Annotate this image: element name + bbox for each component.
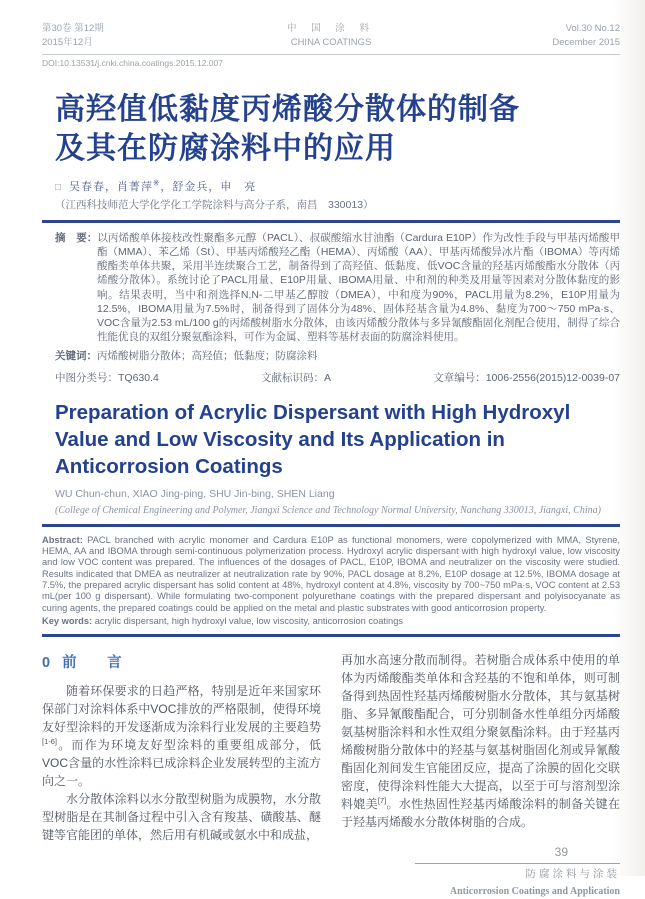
section-number: 0	[42, 654, 51, 671]
body-paragraph-3	[341, 651, 620, 831]
article-id: 文章编号：1006-2556(2015)12-0039-07	[433, 372, 620, 385]
divider-rule-middle	[42, 524, 620, 527]
citation-ref-7: [7]	[377, 795, 387, 805]
classification-row	[55, 370, 620, 385]
abstract-en-text: PACL branched with acrylic monomer and Cardura E10P as functional monomers, were copolymerized with MMA, Styrene, HEMA, AA and IBOMA through semi-continuous polymerization process. Hydroxyl acrylic dispersant with high hydroxyl value, low viscosity and low VOC content was prepared. The influences of the dosages of PACL, E10P, IBOMA and neutralizer on the viscosity were studied. Results indicated that DMEA as neutralizer at neutralization rate by 90%, PACL dosage at 8.2%, E10P dosage at 12.5%, IBOMA dosage at 7.5%, the prepared acrylic dispersant has solid content at 48%, hydroxyl content at 4.8%, viscosity by 700~750 mPa·s, VOC content at 2.53 mL(per 100 g dispersant). While formulating two-component polyurethane coatings with the prepared dispersant and polyisocyanate as curing agents, the prepared coatings could be applied on the metal and plastic substrates with good anticorrosion property.	[42, 534, 620, 613]
body-column-left	[42, 651, 321, 899]
footer-journal-en: Anticorrosion Coatings and Application	[449, 886, 620, 898]
volume-issue-cn: 第30卷 第12期	[42, 23, 104, 34]
date-cn: 2015年12月	[42, 36, 93, 48]
journal-name-cn: 中 国 涂 料	[287, 23, 375, 34]
article-title-en: Preparation of Acrylic Dispersant with High Hydroxyl Value and Low Viscosity and Its Application in Anticorrosion Coatings	[55, 401, 571, 479]
authors-cn	[55, 178, 620, 194]
author-marker-icon: □	[55, 182, 63, 194]
keywords-en	[42, 616, 620, 626]
body-paragraph-2: 水分散体涂料以水分散型树脂为成膜物，水分散型树脂是在其制备过程中引入含有羧基、磺酸基、醚键等官能团的单体，然后用有机碱或氨水中和成盐，	[42, 792, 321, 843]
paragraph-1-text-rest: 。而作为环境友好型涂料的重要组成部分，低VOC含量的水性涂料已成涂料企业发展转型的主流方向之一。	[42, 738, 321, 789]
title-cn-line2: 及其在防腐涂料中的应用	[55, 132, 396, 166]
keywords-en-label: Key words:	[42, 616, 93, 627]
title-cn-line1: 高羟值低黏度丙烯酸分散体的制备	[55, 92, 520, 126]
affiliation-en: (College of Chemical Engineering and Polymer, Jiangxi Science and Technology Normal University, Nanchang 330013, Jiangxi, China)	[55, 505, 601, 517]
paragraph-3-text: 再加水高速分散而制得。若树脂合成体系中使用的单体为丙烯酸酯类单体和含羟基的不饱和单体，则可制备得到热固性羟基丙烯酸树脂水分散体，其与氨基树脂、多异氰酸酯配合，可分别制备水性单组分丙烯酸氨基树脂涂料和水性双组分聚氨酯涂料。由于羟基丙烯酸树脂分散体中的羟基与氨基树脂固化剂或异氰酸酯固化剂间发生官能团反应，提高了涂膜的固化交联密度，使得涂料性能大大提高，以至于可与溶剂型涂料媲美	[341, 652, 620, 811]
body-column-right	[341, 651, 620, 899]
paragraph-1-text: 随着环保要求的日趋严格，特别是近年来国家环保部门对涂料体系中VOC排放的严格限制，使得环境友好型涂料的开发逐渐成为涂料行业发展的主要趋势	[42, 684, 321, 735]
divider-rule-top	[42, 220, 620, 223]
header-right	[447, 22, 620, 50]
clc-number: 中图分类号：TQ630.4	[55, 372, 159, 385]
authors-cn-names: 吴春春，肖菁萍	[69, 181, 154, 194]
page-footer	[341, 843, 620, 899]
footer-rule	[415, 863, 620, 864]
section-heading-0	[42, 653, 321, 675]
section-title: 前 言	[62, 654, 130, 671]
affiliation-cn: （江西科技师范大学化学化工学院涂料与高分子系，南昌 330013）	[55, 199, 374, 212]
keywords-en-text: acrylic dispersant, high hydroxyl value, low viscosity, anticorrosion coatings	[92, 616, 404, 627]
doi-line: DOI:10.13531/j.cnki.china.coatings.2015.12.007	[42, 57, 223, 68]
journal-name-en: CHINA COATINGS	[290, 36, 372, 48]
corresponding-author-mark: ※	[153, 178, 161, 188]
date-en: December 2015	[552, 36, 620, 48]
citation-ref-1: [1-6]	[42, 737, 58, 747]
footer-journal-cn: 防腐涂料与涂装	[525, 867, 620, 880]
header-left	[42, 22, 215, 50]
body-paragraph-1	[42, 682, 321, 790]
article-body	[42, 651, 620, 899]
abstract-en	[42, 535, 620, 614]
keywords-cn-text: 丙烯酸树脂分散体；高羟值；低黏度；防腐涂料	[97, 350, 318, 363]
paragraph-3-text-rest: 。水性热固性羟基丙烯酸涂料的制备关键在于羟基丙烯酸水分散体树脂的合成。	[341, 796, 620, 829]
abstract-cn-label: 摘 要：	[55, 231, 98, 244]
document-code: 文献标识码：A	[261, 372, 332, 385]
authors-cn-names-rest: ，舒金兵，申 亮	[160, 181, 257, 194]
article-title-cn	[55, 90, 620, 170]
divider-rule-bottom	[42, 634, 620, 637]
page-number: 39	[554, 844, 568, 859]
abstract-cn-text: 以丙烯酸单体接枝改性聚酯多元醇（PACL）、叔碳酸缩水甘油酯（Cardura E10P）作为改性手段与甲基丙烯酸甲酯（MMA）、苯乙烯（St）、甲基丙烯酸羟乙酯（HEMA）、丙烯酸（AA）、甲基丙烯酸异冰片酯（IBOMA）等丙烯酸酯类单体共聚，采用半连续聚合工艺，制备得到了高羟值、低黏度、低VOC含量的羟基丙烯酸酯水分散体（丙烯酸分散体）。系统讨论了PACL用量、E10P用量、IBOMA用量、中和剂的种类及用量等因素对分散体黏度的影响。结果表明，当中和剂选择N,N-二甲基乙醇胺（DMEA），中和度为90%，PACL用量为8.2%，E10P用量为12.5%，IBOMA用量为7.5%时，制备得到了固体分为48%、固体羟基含量为4.8%、黏度为700～750 mPa·s、VOC含量为2.53 mL/100 g的丙烯酸树脂水分散体，由该丙烯酸分散体与多异氰酸酯固化剂配合使用，制得了综合性能优良的双组分聚氨酯涂料，可作为金属、塑料等基材表面的防腐涂料使用。	[97, 231, 621, 344]
header-center	[215, 22, 446, 50]
authors-en: WU Chun-chun, XIAO Jing-ping, SHU Jin-bing, SHEN Liang	[55, 488, 335, 501]
abstract-en-label: Abstract:	[42, 534, 83, 545]
keywords-cn-label: 关键词：	[55, 350, 97, 363]
keywords-cn	[55, 348, 620, 363]
journal-header	[42, 22, 620, 55]
abstract-cn	[55, 231, 620, 344]
volume-issue-en: Vol.30 No.12	[565, 23, 620, 34]
